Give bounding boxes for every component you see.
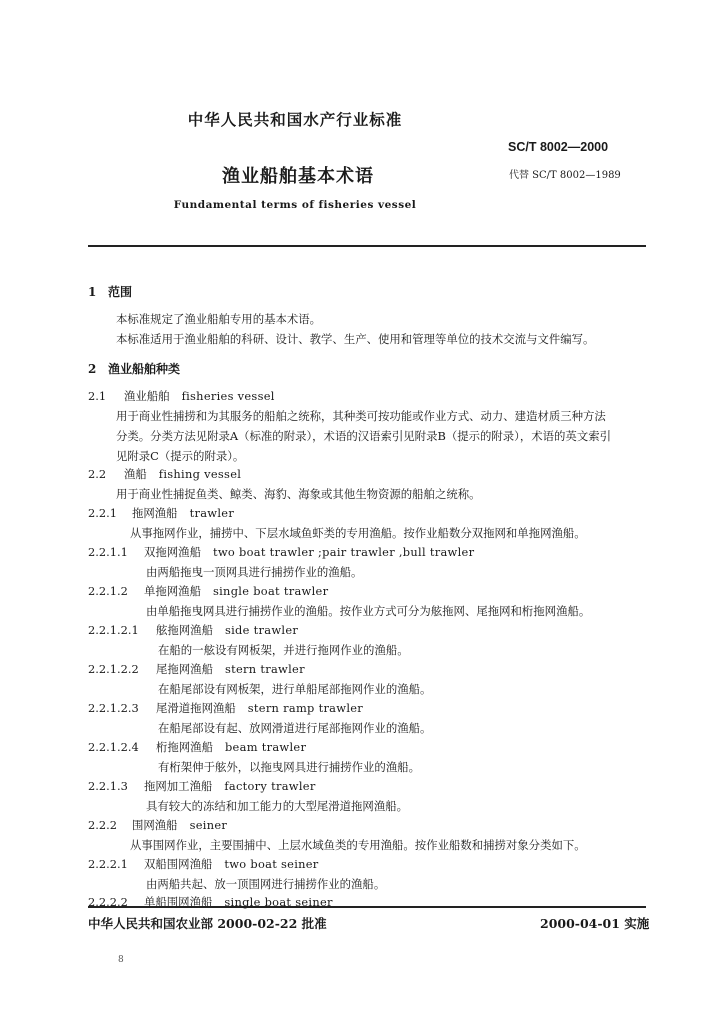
term-english: fishing vessel xyxy=(158,467,242,481)
term-chinese: 渔船 xyxy=(124,467,147,481)
header-divider xyxy=(88,245,646,247)
term-number: 2.2.1.1 xyxy=(88,545,128,559)
term-number: 2.2.1.2.2 xyxy=(88,662,139,676)
term-english: single boat trawler xyxy=(212,584,329,598)
page-number: 8 xyxy=(118,955,124,965)
term-definition: 用于商业性捕捉鱼类、鲸类、海豹、海象或其他生物资源的船舶之统称。 xyxy=(116,487,481,501)
term-entry xyxy=(88,583,328,599)
term-chinese: 单拖网渔船 xyxy=(144,584,201,598)
section-number: 1 xyxy=(88,285,97,299)
term-chinese: 尾拖网渔船 xyxy=(156,662,213,676)
term-english: trawler xyxy=(189,506,235,520)
approval-note: 中华人民共和国农业部 2000-02-22 批准 xyxy=(88,916,327,931)
term-definition: 具有较大的冻结和加工能力的大型尾滑道拖网渔船。 xyxy=(146,799,408,813)
term-entry xyxy=(88,778,316,794)
term-definition: 在船的一舷设有网板架，并进行拖网作业的渔船。 xyxy=(158,643,409,657)
section-1-heading xyxy=(88,283,132,300)
implementation-date: 2000-04-01 实施 xyxy=(540,916,650,931)
section-2-heading xyxy=(88,360,180,377)
standard-code: SC/T 8002—2000 xyxy=(508,140,609,154)
term-number: 2.2.1 xyxy=(88,506,117,520)
term-number: 2.2.2 xyxy=(88,818,117,832)
term-english: seiner xyxy=(189,818,228,832)
term-entry xyxy=(88,817,227,833)
footer-divider xyxy=(88,906,646,908)
issuing-authority: 中华人民共和国水产行业标准 xyxy=(187,110,403,129)
term-chinese: 渔业船舶 xyxy=(124,389,170,403)
term-entry xyxy=(88,505,234,521)
scope-paragraph: 本标准适用于渔业船舶的科研、设计、教学、生产、使用和管理等单位的技术交流与文件编写。 xyxy=(116,332,595,346)
term-number: 2.2.2.2 xyxy=(88,895,128,909)
term-entry xyxy=(88,544,474,560)
replaces-note: 代替 SC/T 8002—1989 xyxy=(509,170,621,181)
term-chinese: 单船围网渔船 xyxy=(144,895,213,909)
section-title: 范围 xyxy=(108,285,133,299)
term-number: 2.2.1.3 xyxy=(88,779,128,793)
term-number: 2.2.2.1 xyxy=(88,857,128,871)
scope-paragraph: 本标准规定了渔业船舶专用的基本术语。 xyxy=(116,312,322,326)
section-number: 2 xyxy=(88,362,97,376)
term-definition: 见附录C（提示的附录）。 xyxy=(116,449,245,463)
term-definition: 由两船共起、放一顶围网进行捕捞作业的渔船。 xyxy=(146,877,386,891)
term-definition: 在船尾部设有网板架，进行单船尾部拖网作业的渔船。 xyxy=(158,682,432,696)
term-entry xyxy=(88,466,241,482)
term-chinese: 拖网渔船 xyxy=(132,506,178,520)
term-chinese: 舷拖网渔船 xyxy=(156,623,213,637)
term-definition: 从事拖网作业，捕捞中、下层水域鱼虾类的专用渔船。按作业船数分双拖网和单拖网渔船。 xyxy=(130,526,586,540)
term-english: beam trawler xyxy=(224,740,307,754)
term-definition: 由两船拖曳一顶网具进行捕捞作业的渔船。 xyxy=(146,565,363,579)
term-chinese: 围网渔船 xyxy=(132,818,178,832)
term-english: fisheries vessel xyxy=(181,389,275,403)
term-chinese: 拖网加工渔船 xyxy=(144,779,213,793)
term-english: factory trawler xyxy=(224,779,316,793)
term-english: stern ramp trawler xyxy=(247,701,364,715)
term-number: 2.2.1.2 xyxy=(88,584,128,598)
page-title: 渔业船舶基本术语 xyxy=(222,166,374,187)
term-english: single boat seiner xyxy=(224,895,333,909)
section-title: 渔业船舶种类 xyxy=(108,362,181,376)
term-definition: 分类。分类方法见附录A（标准的附录），术语的汉语索引见附录B（提示的附录），术语的英文索引 xyxy=(116,429,611,443)
term-english: two boat seiner xyxy=(224,857,319,871)
term-english: stern trawler xyxy=(224,662,305,676)
term-entry xyxy=(88,856,319,872)
term-chinese: 桁拖网渔船 xyxy=(156,740,213,754)
term-entry xyxy=(88,700,363,716)
term-english: side trawler xyxy=(224,623,299,637)
term-definition: 由单船拖曳网具进行捕捞作业的渔船。按作业方式可分为舷拖网、尾拖网和桁拖网渔船。 xyxy=(146,604,591,618)
term-definition: 有桁架伸于舷外，以拖曳网具进行捕捞作业的渔船。 xyxy=(158,760,420,774)
term-entry xyxy=(88,622,298,638)
term-english: two boat trawler ;pair trawler ,bull trawler xyxy=(212,545,475,559)
term-definition: 在船尾部设有起、放网滑道进行尾部拖网作业的渔船。 xyxy=(158,721,432,735)
term-entry xyxy=(88,388,275,404)
term-entry xyxy=(88,739,306,755)
term-definition: 用于商业性捕捞和为其服务的船舶之统称，其种类可按功能或作业方式、动力、建造材质三种方法 xyxy=(116,409,606,423)
term-number: 2.2.1.2.4 xyxy=(88,740,139,754)
english-title: Fundamental terms of fisheries vessel xyxy=(173,199,417,211)
term-chinese: 双船围网渔船 xyxy=(144,857,213,871)
term-number: 2.1 xyxy=(88,389,107,403)
term-number: 2.2 xyxy=(88,467,107,481)
term-chinese: 双拖网渔船 xyxy=(144,545,201,559)
term-number: 2.2.1.2.1 xyxy=(88,623,139,637)
term-definition: 从事围网作业，主要围捕中、上层水域鱼类的专用渔船。按作业船数和捕捞对象分类如下。 xyxy=(130,838,586,852)
term-number: 2.2.1.2.3 xyxy=(88,701,139,715)
term-chinese: 尾滑道拖网渔船 xyxy=(156,701,236,715)
term-entry xyxy=(88,661,305,677)
